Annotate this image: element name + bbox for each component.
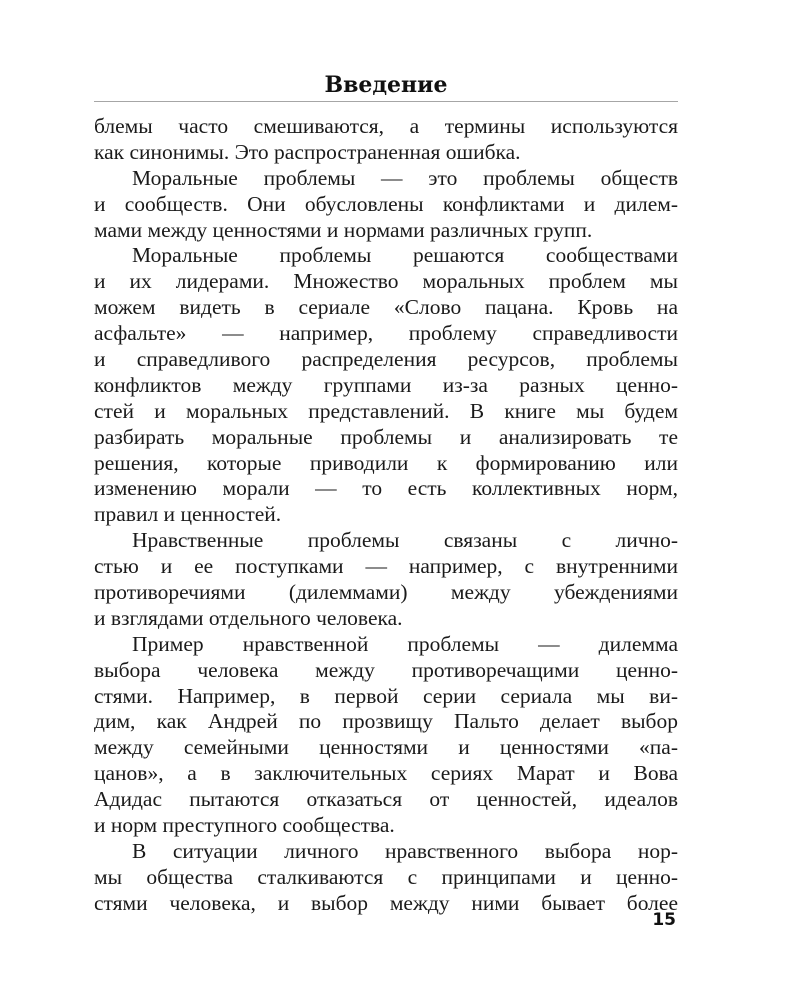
text-line: и взглядами отдельного человека. [94, 605, 403, 630]
text-line: мы общества сталкиваются с принципами и ценно- [94, 864, 678, 889]
paragraph [94, 243, 678, 528]
chapter-title: Введение [324, 72, 448, 98]
text-line: изменению морали — то есть коллективных норм, [94, 476, 678, 501]
text-line: блемы часто смешиваются, а термины используются [94, 114, 678, 138]
paragraph [94, 114, 678, 166]
text-line: цанов», а в заключительных сериях Марат и Вова [94, 761, 678, 786]
text-line: конфликтов между группами из-за разных ценно- [94, 372, 678, 397]
text-line: Нравственные проблемы связаны с лично- [132, 528, 678, 553]
text-line: дим, как Андрей по прозвищу Пальто делает выбор [94, 709, 678, 734]
text-line: правил и ценностей. [94, 502, 282, 527]
body-text [94, 114, 678, 917]
text-line: выбора человека между противоречащими ценно- [94, 657, 678, 682]
text-line: можем видеть в сериале «Слово пацана. Кровь на [94, 295, 678, 320]
text-line: и справедливого распределения ресурсов, проблемы [94, 347, 678, 372]
text-line: Адидас пытаются отказаться от ценностей, идеалов [94, 787, 678, 812]
text-line: противоречиями (дилеммами) между убеждениями [94, 580, 678, 605]
text-line: как синонимы. Это распространенная ошибка. [94, 139, 521, 164]
text-line: асфальте» — например, проблему справедливости [94, 321, 678, 346]
header-divider [94, 101, 678, 102]
text-line: Пример нравственной проблемы — дилемма [132, 631, 678, 656]
paragraph [94, 528, 678, 632]
book-page [94, 0, 678, 1000]
page-number: 15 [652, 910, 676, 930]
text-line: между семейными ценностями и ценностями «па- [94, 735, 678, 760]
text-line: решения, которые приводили к формированию или [94, 450, 678, 475]
text-line: Моральные проблемы — это проблемы обществ [132, 165, 678, 190]
text-line: В ситуации личного нравственного выбора нор- [132, 838, 678, 863]
paragraph [94, 632, 678, 839]
text-line: Моральные проблемы решаются сообществами [132, 243, 678, 268]
paragraph [94, 839, 678, 917]
text-line: и норм преступного сообщества. [94, 813, 395, 838]
text-line: и их лидерами. Множество моральных проблем мы [94, 269, 678, 294]
text-line: стью и ее поступками — например, с внутренними [94, 554, 678, 579]
text-line: и сообществ. Они обусловлены конфликтами и дилем- [94, 191, 678, 216]
text-line: стями человека, и выбор между ними бывает более [94, 890, 678, 915]
text-line: стей и моральных представлений. В книге мы будем [94, 398, 678, 423]
text-line: мами между ценностями и нормами различных групп. [94, 217, 593, 242]
text-line: разбирать моральные проблемы и анализировать те [94, 424, 678, 449]
paragraph [94, 166, 678, 244]
text-line: стями. Например, в первой серии сериала мы ви- [94, 683, 678, 708]
